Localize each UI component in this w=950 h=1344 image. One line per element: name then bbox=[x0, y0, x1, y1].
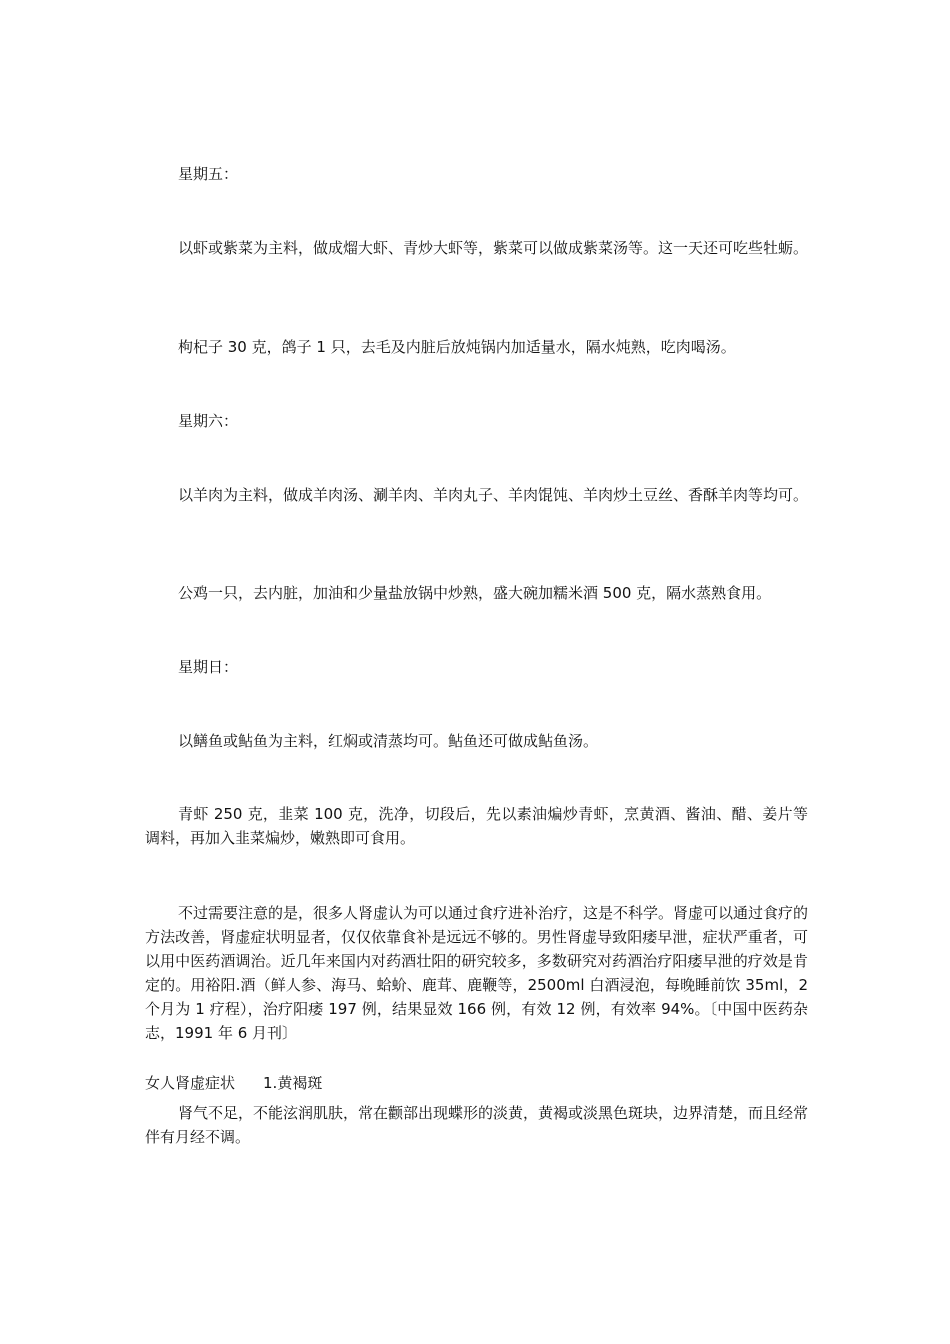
saturday-main-paragraph: 以羊肉为主料，做成羊肉汤、涮羊肉、羊肉丸子、羊肉馄饨、羊肉炒土豆丝、香酥羊肉等均可。 bbox=[178, 486, 809, 504]
saturday-heading: 星期六： bbox=[178, 412, 239, 430]
friday-recipe-paragraph: 枸杞子 30 克，鸽子 1 只，去毛及内脏后放炖锅内加适量水，隔水炖熟，吃肉喝汤。 bbox=[178, 338, 736, 356]
women-section-title: 女人肾虚症状 bbox=[145, 1074, 236, 1092]
women-section-paragraph: 肾气不足，不能泫润肌肤，常在颧部出现蝶形的淡黄，黄褐或淡黑色斑块，边界清楚，而且经常伴有月经不调。 bbox=[145, 1104, 809, 1146]
sunday-recipe-paragraph: 青虾 250 克，韭菜 100 克，洗净，切段后，先以素油煸炒青虾，烹黄酒、酱油、醋、姜片等调料，再加入韭菜煸炒，嫩熟即可食用。 bbox=[145, 805, 808, 847]
note-paragraph: 不过需要注意的是，很多人肾虚认为可以通过食疗进补治疗，这是不科学。肾虚可以通过食疗的方法改善，肾虚症状明显者，仅仅依靠食补是远远不够的。男性肾虚导致阳痿早泄，症状严重者，可以用中医药酒调治。近几年来国内对药酒壮阳的研究较多，多数研究对药酒治疗阳痿早泄的疗效是肯定的。用裕阳.酒（鲜人参、海马、蛤蚧、鹿茸、鹿鞭等，2500ml 白酒浸泡，每晚睡前饮 35ml，2 个月为 1 疗程），治疗阳痿 197 例，结果显效 166 例，有效 12 例，有效率 94%。〔中国中医药杂志，1991 年 6 月刊〕 bbox=[145, 904, 809, 1042]
women-section-heading bbox=[145, 1071, 808, 1095]
sunday-main-paragraph: 以鳝鱼或鲇鱼为主料，红焖或清蒸均可。鲇鱼还可做成鲇鱼汤。 bbox=[178, 732, 599, 750]
women-section-subtitle: 1.黄褐斑 bbox=[263, 1074, 323, 1092]
saturday-recipe-paragraph: 公鸡一只，去内脏，加油和少量盐放锅中炒熟，盛大碗加糯米酒 500 克，隔水蒸熟食用。 bbox=[178, 584, 772, 602]
friday-heading: 星期五： bbox=[178, 165, 239, 183]
sunday-heading: 星期日： bbox=[178, 658, 239, 676]
friday-main-paragraph: 以虾或紫菜为主料，做成熘大虾、青炒大虾等，紫菜可以做成紫菜汤等。这一天还可吃些牡蛎。 bbox=[178, 239, 809, 257]
